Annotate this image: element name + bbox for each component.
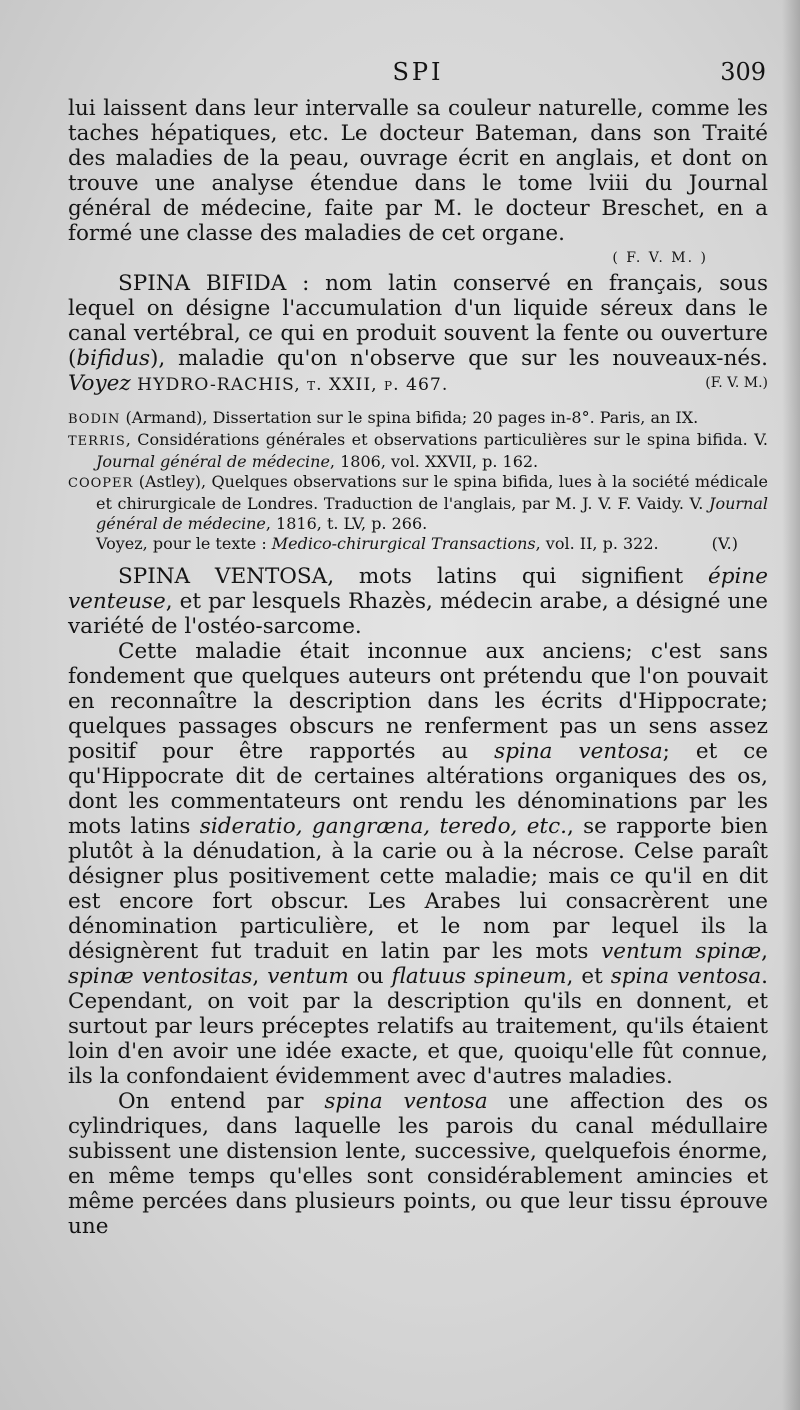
entry-spina-ventosa: SPINA VENTOSA, mots latins qui signifient épine venteuse, et par lesquels Rhazès, médecin arabe, a désigné une variété de l'ostéo-sarcome. [68,564,768,639]
entry-term: SPINA VENTOSA [118,564,328,589]
author-signature: (V.) [711,534,738,553]
paragraph: On entend par spina ventosa une affection des os cylindriques, dans laquelle les parois du canal médullaire subissent une distension lente, successive, quelquefois énorme, en même temps qu'elles sont considérablement amincies et même percées dans plusieurs points, ou que leur tissu éprouve une [68,1089,768,1239]
bibliography [68,408,768,554]
author-signature: (F. V. M.) [705,375,768,391]
entry-spina-bifida: SPINA BIFIDA : nom latin conservé en français, sous lequel on désigne l'accumulation d'un liquide séreux dans le canal vertébral, ce qui en produit souvent la fente ou ouverture (bifidus), maladie qu'on n'observe que sur les nouveaux-nés. Voyez HYDRO-RACHIS, t. XXII, p. 467. (F. V. M.) [68,271,768,396]
reference-item: Voyez, pour le texte : Medico-chirurgical Transactions, vol. II, p. 322. (V.) [68,534,768,554]
author-signature: ( F. V. M. ) [612,250,708,266]
entry-term: SPINA BIFIDA [118,271,287,296]
running-head: SPI [392,58,444,86]
paragraph: Cette maladie était inconnue aux anciens; c'est sans fondement que quelques auteurs ont prétendu que l'on pouvait en reconnaître la description dans les écrits d'Hippocrate; quelques passages obscurs ne renferment pas un sens assez positif pour être rapportés au spina ventosa; et ce qu'Hippocrate dit de certaines altérations organiques des os, dont les commentateurs ont rendu les dénominations par les mots latins sideratio, gangræna, teredo, etc., se rapporte bien plutôt à la dénudation, à la carie ou à la nécrose. Celse paraît désigner plus positivement cette maladie; mais ce qu'il en dit est encore fort obscur. Les Arabes lui consacrèrent une dénomination particulière, et le nom par lequel ils la désignèrent fut traduit en latin par les mots ventum spinæ, spinæ ventositas, ventum ou flatuus spineum, et spina ventosa. Cependant, on voit par la description qu'ils en donnent, et surtout par leurs préceptes relatifs au traitement, qu'ils étaient loin d'en avoir une idée exacte, et que, quoiqu'elle fût connue, ils la confondaient évidemment avec d'autres maladies. [68,639,769,1089]
page-number: 309 [720,58,766,86]
reference-item: BODIN (Armand), Dissertation sur le spina bifida; 20 pages in-8°. Paris, an IX. [68,408,699,427]
reference-item: COOPER (Astley), Quelques observations sur le spina bifida, lues à la société médicale et chirurgicale de Londres. Traduction de l'anglais, par M. J. V. F. Vaidy. V. Journal général de médecine, 1816, t. LV, p. 266. [68,472,768,533]
page-header [68,58,768,98]
reference-item: TERRIS, Considérations générales et observations particulières sur le spina bifida. V. Journal général de médecine, 1806, vol. XXVII, p. 162. [68,430,768,471]
paragraph-continuation: lui laissent dans leur intervalle sa couleur naturelle, comme les taches hépatiques, etc. Le docteur Bateman, dans son Traité des maladies de la peau, ouvrage écrit en anglais, et dont on trouve une analyse étendue dans le tome lviii du Journal général de médecine, faite par M. le docteur Breschet, en a formé une classe des maladies de cet organe. [68,96,768,246]
scan-shadow [782,0,800,1410]
body-text [68,96,768,1239]
